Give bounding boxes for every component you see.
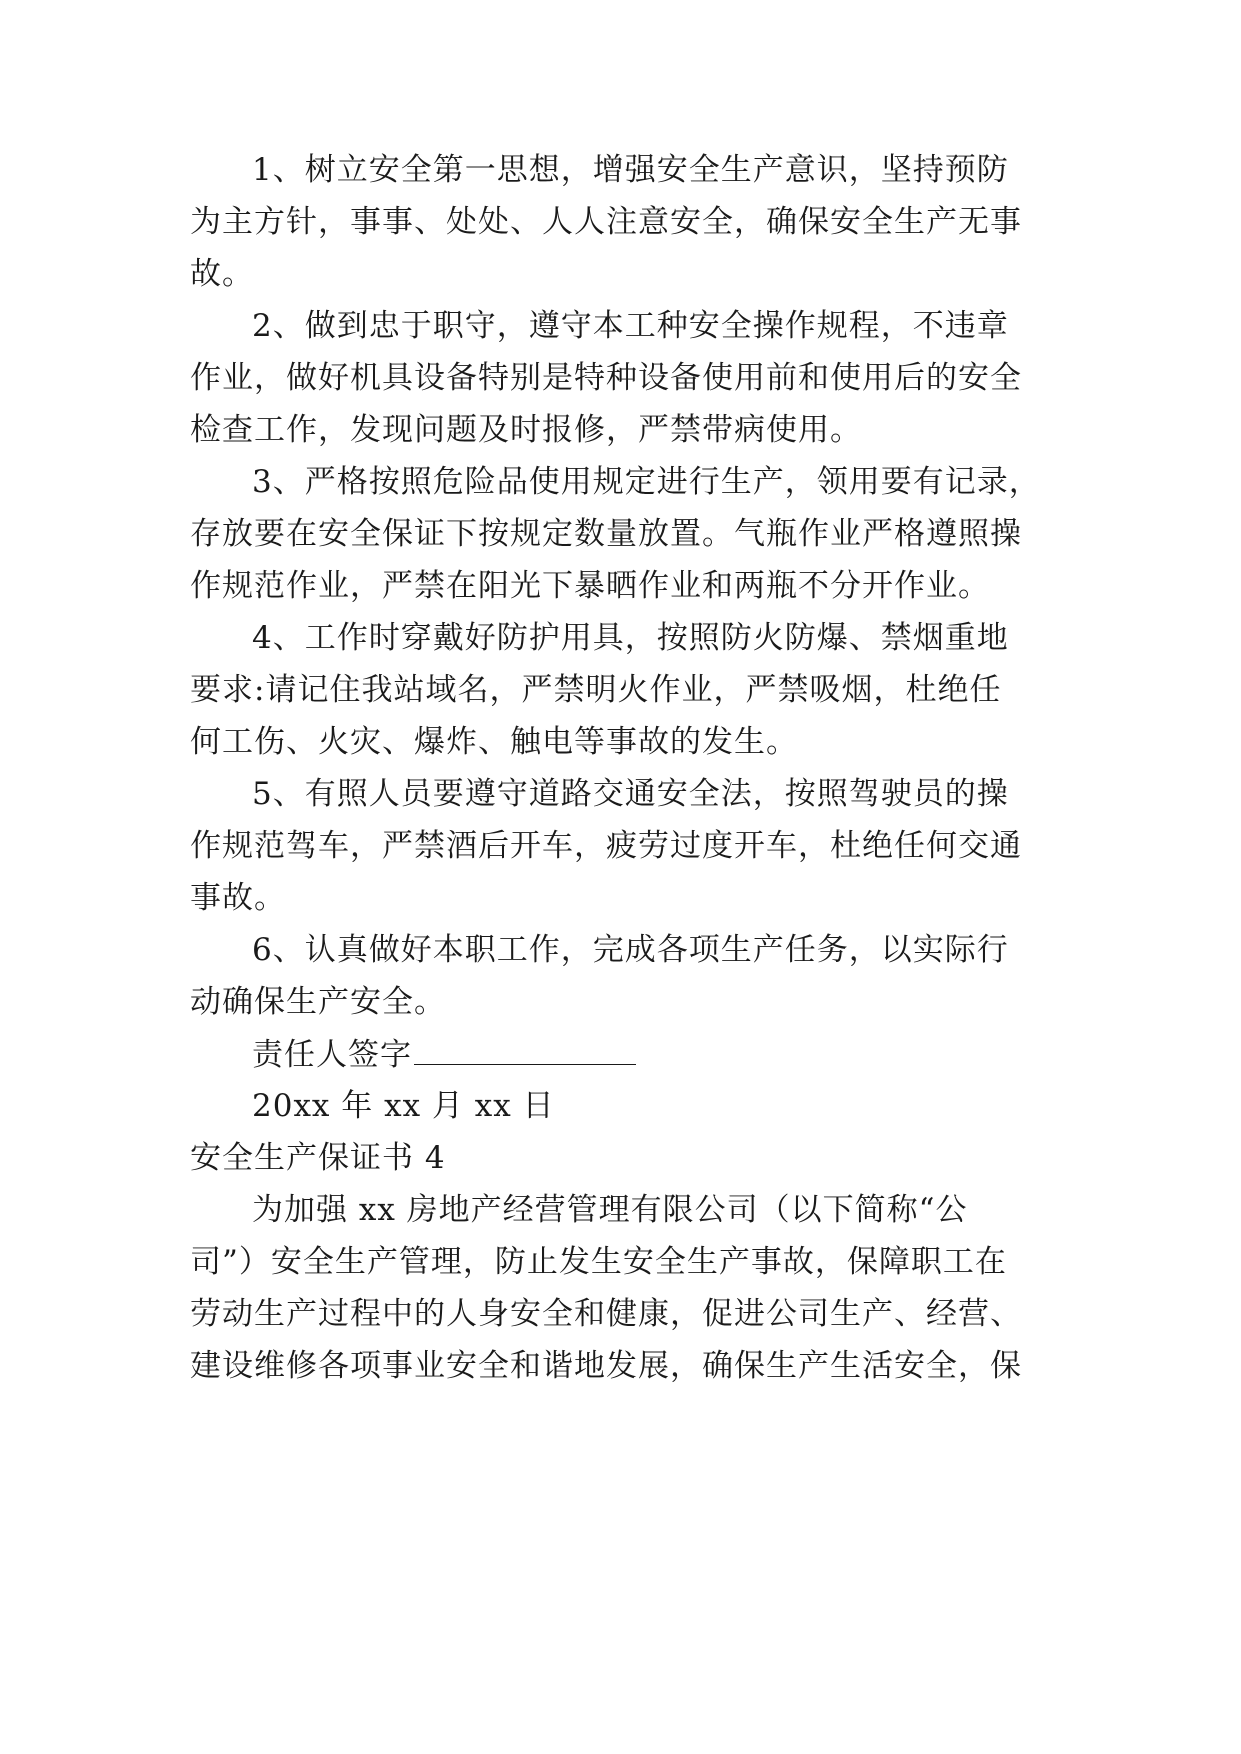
intro-line-2: 司”）安全生产管理，防止发生安全生产事故，保障职工在 — [190, 1244, 1007, 1280]
paragraph-4-line-1: 4、工作时穿戴好防护用具，按照防火防爆、禁烟重地 — [252, 620, 1009, 656]
paragraph-4-line-3: 何工伤、火灾、爆炸、触电等事故的发生。 — [190, 724, 798, 760]
paragraph-5-line-3: 事故。 — [190, 880, 286, 916]
paragraph-3-line-2: 存放要在安全保证下按规定数量放置。气瓶作业严格遵照操 — [190, 516, 1022, 552]
paragraph-1-line-3: 故。 — [190, 256, 254, 292]
paragraph-5-line-2: 作规范驾车，严禁酒后开车，疲劳过度开车，杜绝任何交通 — [190, 828, 1022, 864]
intro-line-3: 劳动生产过程中的人身安全和健康，促进公司生产、经营、 — [190, 1296, 1022, 1332]
section-title: 安全生产保证书 4 — [190, 1140, 446, 1176]
paragraph-3-line-3: 作规范作业，严禁在阳光下暴晒作业和两瓶不分开作业。 — [190, 568, 990, 604]
intro-line-1: 为加强 xx 房地产经营管理有限公司（以下简称“公 — [252, 1192, 968, 1228]
signature-label: 责任人签字 — [252, 1037, 412, 1073]
paragraph-2-line-3: 检查工作，发现问题及时报修，严禁带病使用。 — [190, 412, 862, 448]
signature-blank — [414, 1034, 636, 1065]
paragraph-1-line-2: 为主方针，事事、处处、人人注意安全，确保安全生产无事 — [190, 204, 1022, 240]
paragraph-4-line-2: 要求:请记住我站域名，严禁明火作业，严禁吸烟，杜绝任 — [190, 672, 1002, 708]
paragraph-6-line-1: 6、认真做好本职工作，完成各项生产任务，以实际行 — [252, 932, 1009, 968]
date-line: 20xx 年 xx 月 xx 日 — [252, 1088, 555, 1124]
paragraph-1-line-1: 1、树立安全第一思想，增强安全生产意识，坚持预防 — [252, 152, 1009, 188]
paragraph-5-line-1: 5、有照人员要遵守道路交通安全法，按照驾驶员的操 — [252, 776, 1009, 812]
paragraph-6-line-2: 动确保生产安全。 — [190, 984, 446, 1020]
paragraph-3-line-1: 3、严格按照危险品使用规定进行生产，领用要有记录， — [252, 464, 1041, 500]
signature-line — [252, 1034, 636, 1075]
paragraph-2-line-2: 作业，做好机具设备特别是特种设备使用前和使用后的安全 — [190, 360, 1022, 396]
intro-line-4: 建设维修各项事业安全和谐地发展，确保生产生活安全，保 — [190, 1348, 1022, 1384]
paragraph-2-line-1: 2、做到忠于职守，遵守本工种安全操作规程，不违章 — [252, 308, 1009, 344]
